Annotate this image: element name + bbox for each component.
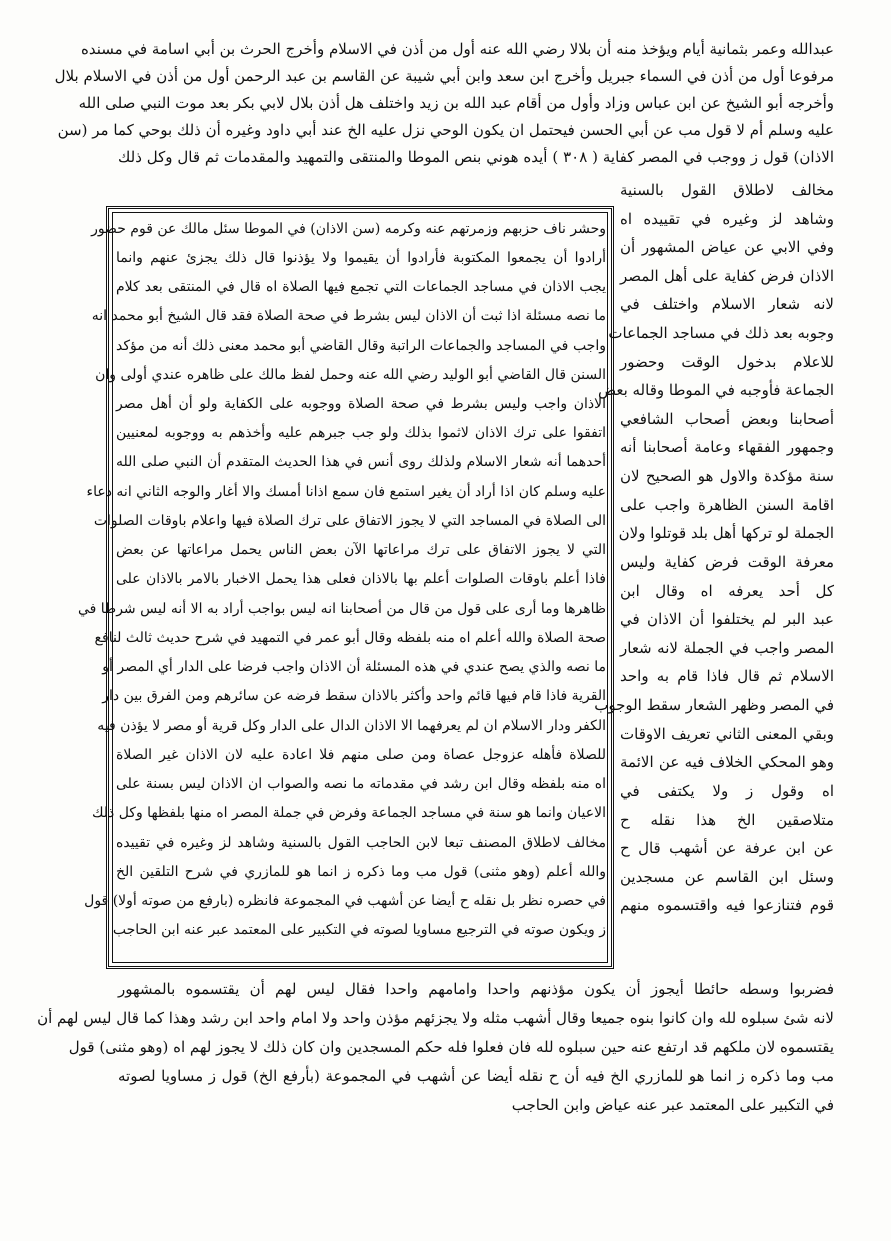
box-line: ظاهرها وما أرى على قول من قال من أصحابنا انه ليس بواجب أراد به الا أنه ليس شرطا في — [77, 601, 606, 617]
box-line: اه منه بلفظه وقال ابن رشد في مقدماته ما نصه والصواب ان الاذان ليس بسنة على — [116, 776, 606, 792]
side-line: الاذان فرض كفاية على أهل المصر — [620, 267, 834, 285]
box-line: القرية فاذا قام فيها قائم واحد وأكثر بالاذان سقط فرضه عن سائرهم ومن الفرق بين دار — [102, 688, 606, 704]
side-line: في المصر وظهر الشعار سقط الوجوب — [594, 696, 834, 714]
side-line: كل أحد يعرفه اه وقال ابن — [620, 582, 834, 600]
bottom-line: مب وما ذكره ز انما هو للمازري الخ فيه أن ح نقله أيضا عن أشهب في المجموعة (بأرفع الخ) قول ز مساويا لصوته — [118, 1067, 834, 1085]
side-line: مخالف لاطلاق القول بالسنية — [620, 181, 834, 199]
box-line: واجب في المساجد والجماعات الراتبة وقال القاضي أبو محمد معنى ذلك أنه من مؤكد — [116, 338, 606, 354]
box-line: أرادوا أن يجمعوا المكتوبة فأرادوا أن يقيموا ولا يؤذنوا قال ذلك يجزئ عنهم وانما — [116, 250, 606, 266]
side-line: للاعلام بدخول الوقت وحضور — [620, 353, 834, 371]
side-line: وجمهور الفقهاء وعامة أصحابنا أنه — [620, 438, 834, 456]
side-line: وهو المحكي الخلاف فيه عن الائمة — [620, 753, 834, 771]
top-line: الاذان) قول ز ووجب في المصر كفاية ( ٣٠٨ ) أيده هوني بنص الموطا والمنتقى والتمهيد والمقدمات ثم قال وكل ذلك — [118, 148, 834, 166]
top-line: عبدالله وعمر بثمانية أيام ويؤخذ منه أن بلالا رضي الله عنه أول من أذن في الاسلام وأخرج الحرث بن أبي اسامة في مسنده — [80, 40, 834, 58]
side-line: معرفة الوقت فرض كفاية وليس — [620, 553, 834, 571]
box-line: الاذان واجب وليس بشرط في صحة الصلاة ووجوبه على الكفاية ولو أن أهل مصر — [116, 396, 606, 412]
box-line: أحدهما أنه شعار الاسلام ولذلك روى أنس في هذا الحديث المتقدم أن النبي صلى الله — [116, 454, 606, 470]
bottom-line: لانه شئ سبلوه لله وان كانوا بنوه جميعا وقال أشهب مثله ولا يجزئهم مؤذن واحد ولا امام واحد ابن رشد وهذا كما قال ليس لهم أن — [37, 1009, 834, 1027]
box-line: مخالف لاطلاق المصنف تبعا لابن الحاجب القول بالسنية وشاهد لز وغيره في تقييده — [116, 835, 606, 851]
top-line: عليه وسلم أم لا قول مب عن أبي الحسن فيحتمل ان يكون الوحي نزل عليه الخ عند أبي داود وغيره أن ذلك بوحي كما مر (سن — [57, 121, 834, 139]
box-line: ز ويكون صوته في الترجيع مساويا لصوته في التكبير على المعتمد عبر عنه ابن الحاجب — [112, 922, 606, 938]
side-line: وشاهد لز وغيره في تقييده اه — [620, 210, 834, 228]
side-line: وسئل ابن القاسم عن مسجدين — [620, 868, 834, 886]
side-line: أصحابنا وبعض أصحاب الشافعي — [620, 410, 834, 428]
side-line: وجوبه بعد ذلك في مساجد الجماعات — [608, 324, 834, 342]
side-line: اقامة السنن الظاهرة واجب على — [620, 496, 834, 514]
box-line: السنن قال القاضي أبو الوليد رضي الله عنه وحمل لفظ مالك على ظاهره عندي أولى وان — [95, 367, 606, 383]
box-line: الكفر ودار الاسلام ان لم يعرفهما الا الاذان الدال على الدار وكل قرية أو مصر لا يؤذن فيه — [97, 718, 606, 734]
bottom-line: يقتسموه لان ملكهم قد ارتفع عنه حين سبلوه لله فان فعلوا فله حكم المسجدين وان كان ذلك لا يجوز لهم اه (وهو مثنى) قول — [68, 1038, 834, 1056]
side-line: اه وقول ز ولا يكتفى في — [620, 782, 834, 800]
top-line: وأخرجه أبو الشيخ عن ابن عباس وزاد وأول من أقام عبد الله بن زيد واختلف هل أذن بلال لابي بكر بعد موت النبي صلى الله — [78, 94, 834, 112]
side-line: الاسلام ثم قال فاذا قام به واحد — [620, 667, 834, 685]
side-line: عبد البر لم يختلفوا أن الاذان في — [620, 610, 834, 628]
box-line: يجب الاذان في مساجد الجماعات التي تجمع فيها الصلاة اه قال في المنتقى بعد كلام — [116, 279, 606, 295]
box-line: صحة الصلاة والله أعلم اه منه بلفظه وقال أبو عمر في التمهيد في شرح حديث ثالث لنافع — [94, 630, 606, 646]
box-line: في حصره نظر بل نقله ح أيضا عن أشهب في المجموعة فانظره (بارفع من صوته أولا) قول — [84, 893, 606, 909]
box-line: الاعيان وانما هو سنة في مساجد الجماعة وفرض في جملة المصر اه منها بلفظها وكل ذلك — [91, 805, 606, 821]
box-line: التي لا يجوز الاتفاق على ترك مراعاتها الآن بعض الناس يحمل مراعاتها عن بعض — [116, 542, 606, 558]
box-line: والله أعلم (وهو مثنى) قول مب وما ذكره ز انما هو للمازري في شرح التلقين الخ — [116, 864, 606, 880]
box-line: الى الصلاة في المساجد التي لا يجوز الاتفاق على ترك الصلاة فيها واعلام باوقات الصلوات — [93, 513, 606, 529]
side-line: قوم فتنازعوا فيه واقتسموه منهم — [620, 896, 834, 914]
side-line: متلاصقين الخ هذا نقله ح — [620, 811, 834, 829]
side-line: وبقي المعنى الثاني تعريف الاوقات — [620, 725, 834, 743]
side-line: وفي الابي عن عياض المشهور أن — [620, 238, 834, 256]
bottom-line: في التكبير على المعتمد عبر عنه عياض وابن الحاجب — [511, 1096, 834, 1114]
side-line: لانه شعار الاسلام واختلف في — [620, 295, 834, 313]
side-line: عن ابن عرفة عن أشهب قال ح — [620, 839, 834, 857]
side-line: المصر واجب في الجملة لانه شعار — [620, 639, 834, 657]
box-line: وحشر ناف حزبهم وزمرتهم عنه وكرمه (سن الاذان) في الموطا سئل مالك عن قوم حضور — [91, 221, 606, 237]
top-line: مرفوعا أول من أذن في السماء جبريل وأخرج ابن سعد وابن أبي شيبة عن القاسم بن عبد الرحمن أول من أذن في الاسلام بلال — [54, 67, 834, 85]
box-line: عليه وسلم كان اذا أراد أن يغير استمع فان سمع اذانا أمسك والا أغار والوجه الثاني انه دعاء — [86, 484, 606, 500]
box-line: للصلاة فأهله عزوجل عصاة ومن صلى منهم فلا اعادة عليه لان الاذان غير الصلاة — [116, 747, 606, 763]
box-line: فاذا أعلم باوقات الصلوات أعلم بها بالاذان فعلى هذا يحمل الاخبار بالامر بالاذان على — [116, 571, 606, 587]
box-line: ما نصه مسئلة اذا ثبت أن الاذان ليس بشرط في صحة الصلاة فقد قال الشيخ أبو محمد انه — [91, 308, 606, 324]
side-line: الجملة لو تركها أهل بلد قوتلوا ولان — [618, 524, 834, 542]
box-line: اتفقوا على ترك الاذان لاثموا بذلك ولو جب جبرهم عليه وأخذهم به ووجوبه لمعنيين — [116, 425, 606, 441]
box-line: ما نصه والذي يصح عندي في هذه المسئلة أن الاذان واجب فرضا على الدار أي المصر أو — [102, 659, 606, 675]
bottom-line: فضربوا وسطه حائطا أيجوز أن يكون مؤذنهم واحدا وامامهم واحدا فقال ليس لهم أن يقتسموه بالمشهور — [118, 980, 834, 998]
side-line: سنة مؤكدة والاول هو الصحيح لان — [620, 467, 834, 485]
side-line: الجماعة فأوجبه في الموطا وقاله بعض — [597, 381, 834, 399]
